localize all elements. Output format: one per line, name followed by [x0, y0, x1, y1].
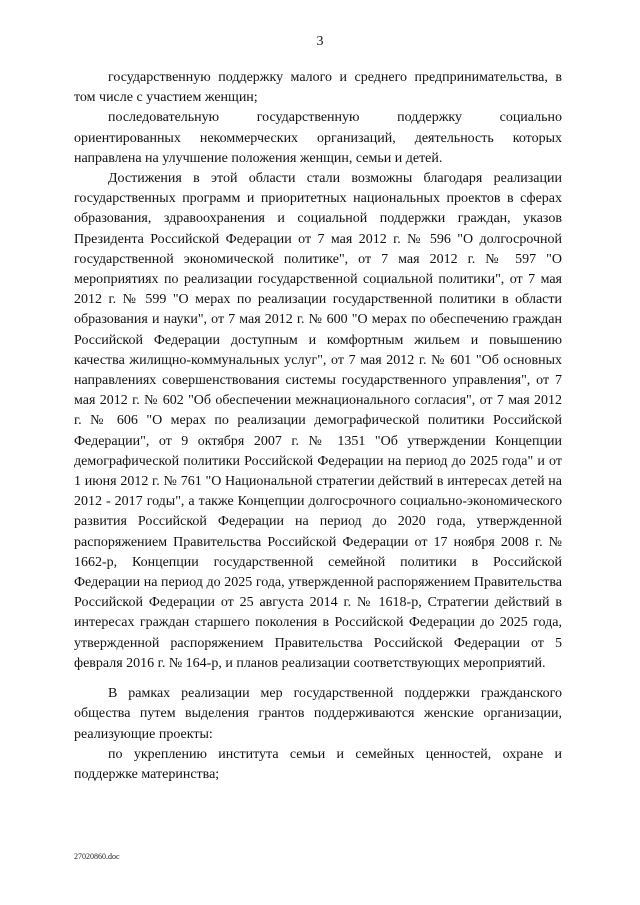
paragraph-achievements-decrees: Достижения в этой области стали возможны благодаря реализации государственных программ и приоритетных национальных проектов в сферах образования, здравоохранения и социальной поддержки граждан, указов Президента Российской Федерации от 7 мая 2012 г. № 596 "О долгосрочной государственной экономической политике", от 7 мая 2012 г. № 597 "О мероприятиях по реализации государственной социальной политики", от 7 мая 2012 г. № 599 "О мерах по реализации государственной политики в области образования и науки", от 7 мая 2012 г. № 600 "О мерах по обеспечению граждан Российской Федерации доступным и комфортным жильем и повышению качества жилищно-коммунальных услуг", от 7 мая 2012 г. № 601 "Об основных направлениях совершенствования системы государственного управления", от 7 мая 2012 г. № 602 "Об обеспечении межнационального согласия", от 7 мая 2012 г. № 606 "О мерах по реализации демографической политики Российской Федерации", от 9 октября 2007 г. № 1351 "Об утверждении Концепции демографической политики Российской Федерации на период до 2025 года" и от 1 июня 2012 г. № 761 "О Национальной стратегии действий в интересах детей на 2012 - 2017 годы", а также Концепции долгосрочного социально-экономического развития Российской Федерации на период до 2020 года, утвержденной распоряжением Правительства Российской Федерации от 17 ноября 2008 г. № 1662-р, Концепции государственной семейной политики в Российской Федерации на период до 2025 года, утвержденной распоряжением Правительства Российской Федерации от 25 августа 2014 г. № 1618-р, Стратегии действий в интересах граждан старшего поколения в Российской Федерации до 2025 года, утвержденной распоряжением Правительства Российской Федерации от 5 февраля 2016 г. № 164-р, и планов реализации соответствующих мероприятий.	[74, 171, 562, 671]
paragraph-grants: В рамках реализации мер государственной поддержки гражданского общества путем выделения грантов поддерживаются женские организации, реализующие проекты:	[74, 686, 562, 742]
document-file-code: 27020860.doc	[74, 852, 120, 861]
paragraph-family-values: по укреплению института семьи и семейных ценностей, охране и поддержке материнства;	[74, 746, 562, 782]
page-number: 3	[316, 34, 324, 49]
paragraph-small-business-support: государственную поддержку малого и среднего предпринимательства, в том числе с участием женщин;	[74, 70, 562, 106]
paragraph-nonprofit-support: последовательную государственную поддержку социально ориентированных некоммерческих организаций, деятельность которых направлена на улучшение положения женщин, семьи и детей.	[74, 110, 562, 166]
document-body	[74, 68, 562, 785]
